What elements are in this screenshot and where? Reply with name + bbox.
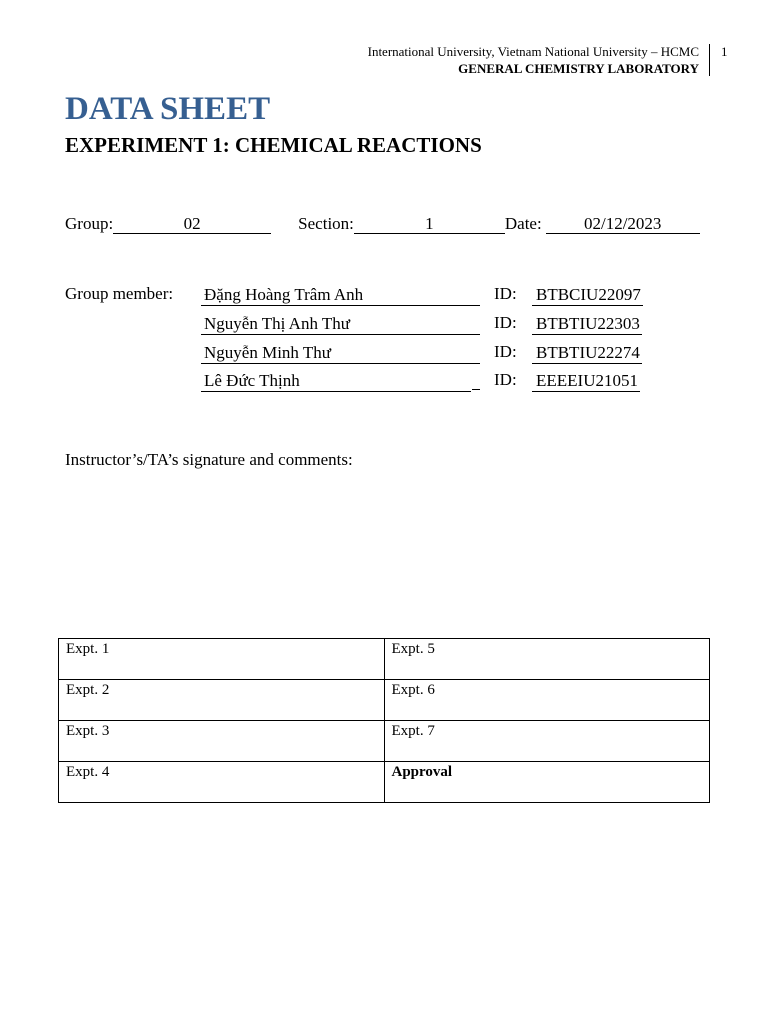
section-label: Section: [298,214,354,233]
member-id-field[interactable]: BTBTIU22303 [532,314,642,335]
member-name-field[interactable]: Nguyễn Thị Anh Thư [201,314,480,335]
member-id-field[interactable]: BTBTIU22274 [532,343,642,364]
table-row [59,762,710,803]
table-cell[interactable]: Expt. 3 [59,721,385,762]
table-row [59,680,710,721]
table-cell[interactable]: Expt. 7 [384,721,710,762]
member-id-label: ID: [494,370,517,389]
page-header [368,43,699,77]
table-cell[interactable]: Expt. 2 [59,680,385,721]
member-id-field[interactable]: EEEEIU21051 [532,371,640,392]
underline-extension [472,389,480,390]
table-cell[interactable]: Expt. 1 [59,639,385,680]
table-cell[interactable]: Expt. 5 [384,639,710,680]
member-id-label: ID: [494,342,517,361]
member-name-field[interactable]: Đặng Hoàng Trâm Anh [201,285,480,306]
document-title: DATA SHEET [65,91,271,127]
date-field[interactable]: 02/12/2023 [546,215,700,234]
info-row [65,213,700,235]
group-field[interactable]: 02 [113,215,271,234]
member-id-field[interactable]: BTBCIU22097 [532,285,643,306]
member-name-field[interactable]: Nguyễn Minh Thư [201,343,480,364]
table-row [59,721,710,762]
header-lab-name: GENERAL CHEMISTRY LABORATORY [458,61,699,76]
group-label: Group: [65,214,114,233]
header-institution: International University, Vietnam National University – HCMC [367,44,699,59]
table-cell[interactable]: Expt. 6 [384,680,710,721]
header-divider [709,44,710,76]
date-label: Date: [504,214,542,233]
comments-label: Instructor’s/TA’s signature and comments: [65,450,353,469]
experiment-table [58,638,710,803]
group-member-label: Group member: [65,284,174,303]
approval-cell[interactable]: Approval [384,762,710,803]
section-field[interactable]: 1 [354,215,505,234]
table-cell[interactable]: Expt. 4 [59,762,385,803]
experiment-title: EXPERIMENT 1: CHEMICAL REACTIONS [65,133,482,157]
member-id-label: ID: [494,284,517,303]
table-row [59,639,710,680]
page-number: 1 [721,44,728,59]
member-name-field[interactable]: Lê Đức Thịnh [201,371,471,392]
member-id-label: ID: [494,313,517,332]
